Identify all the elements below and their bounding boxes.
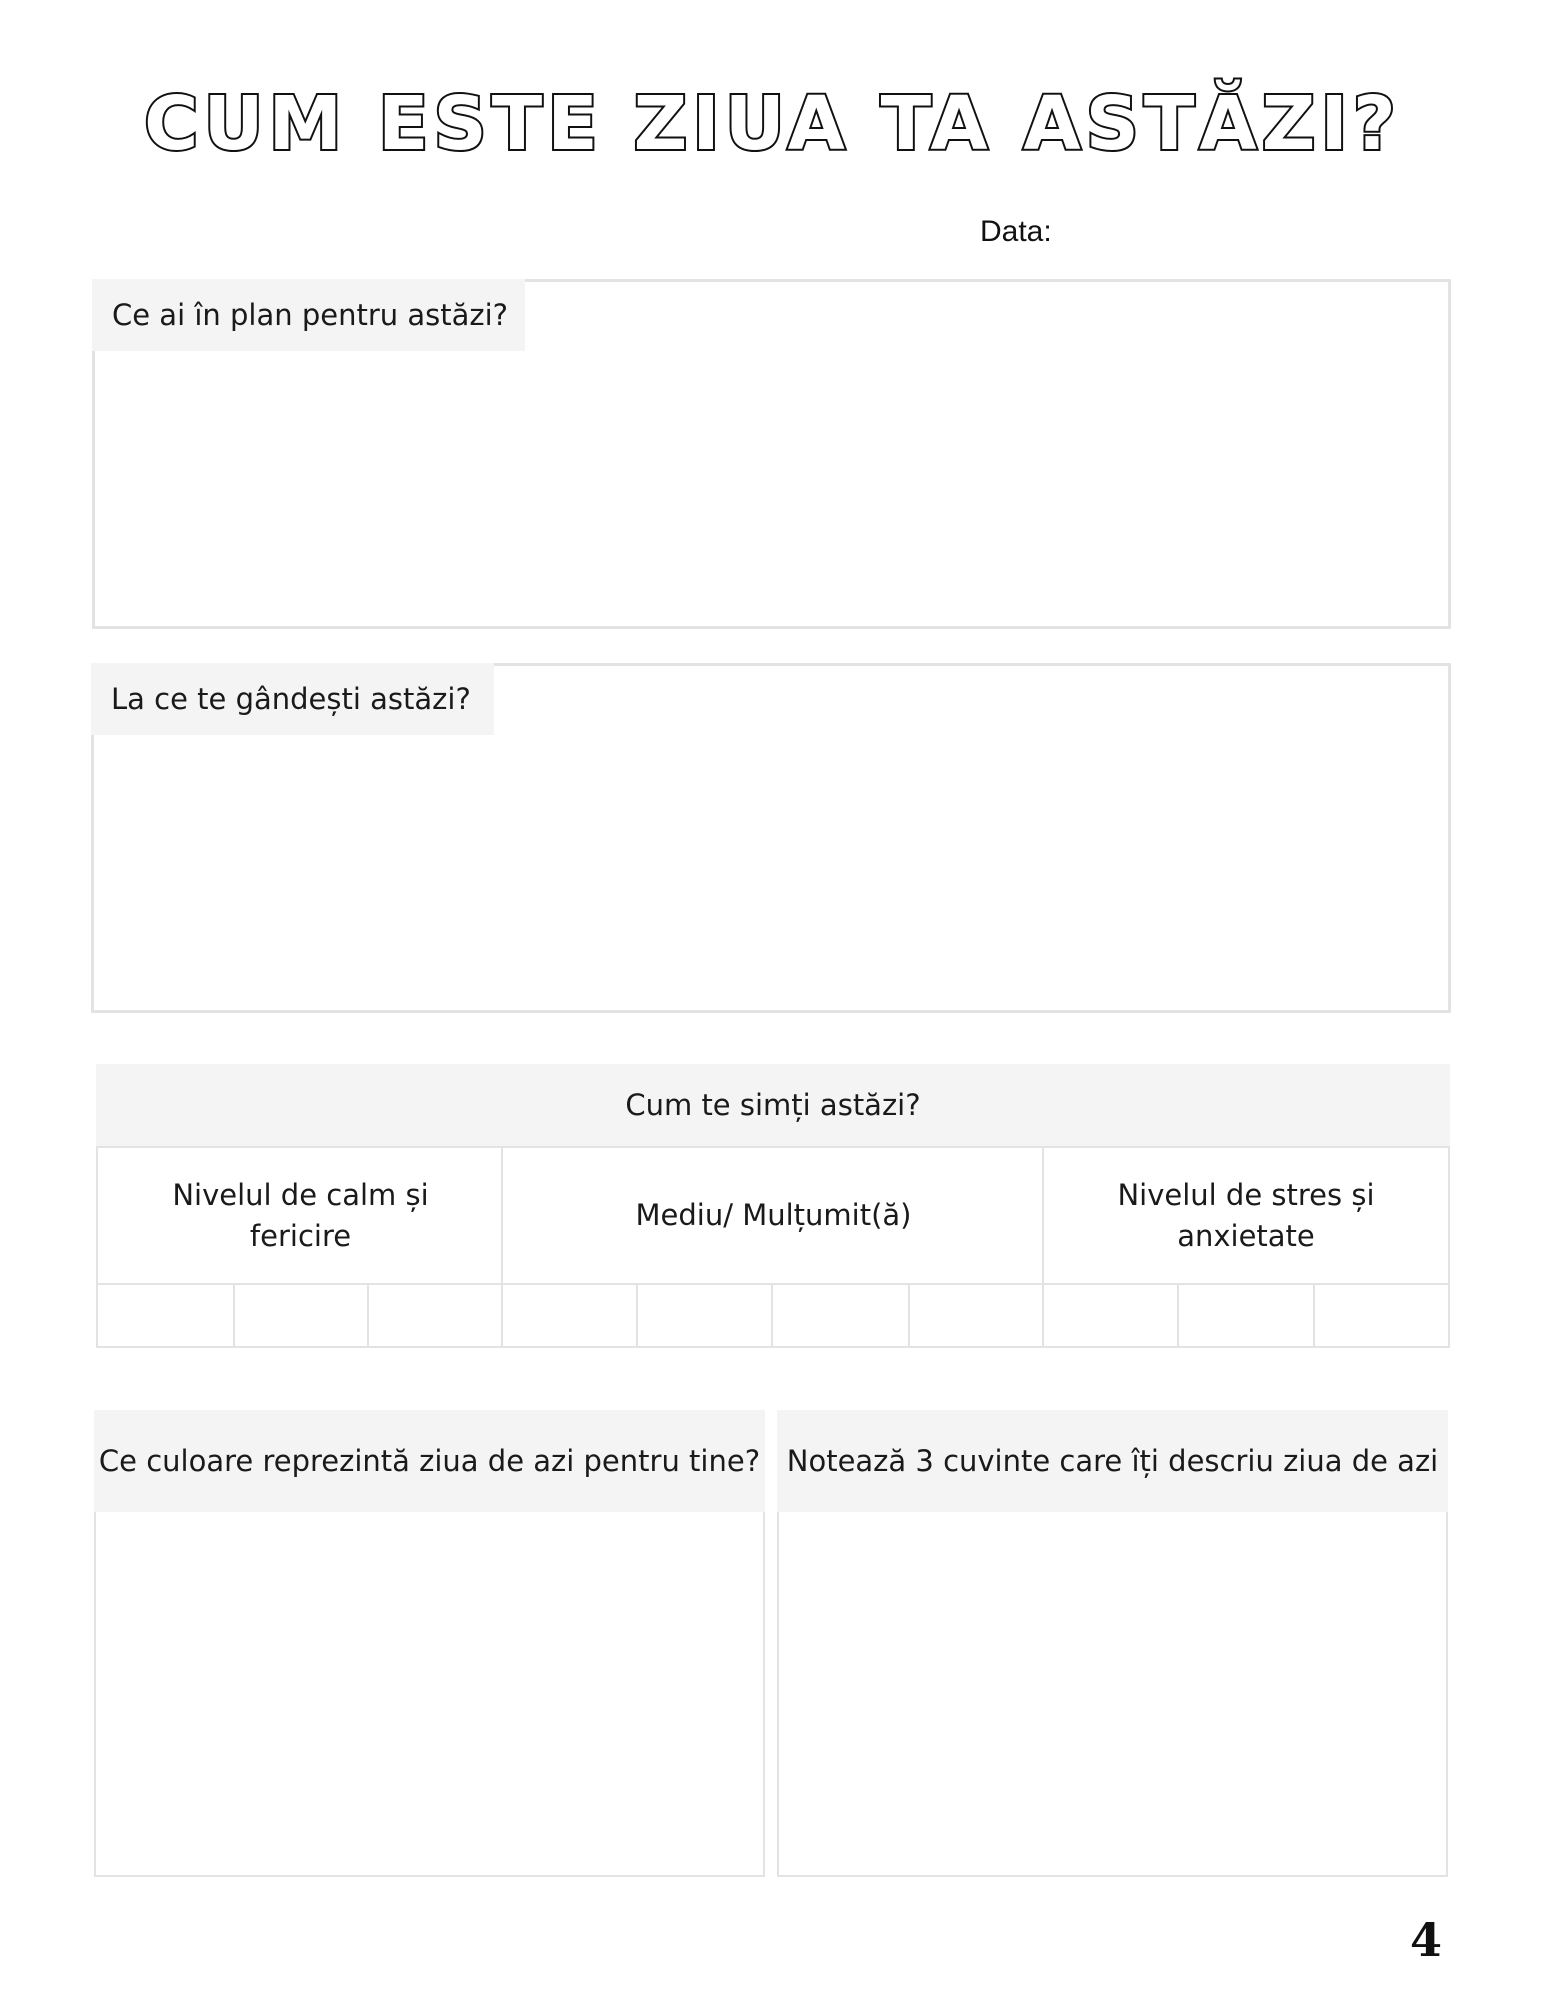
date-label: Data: [980,215,1052,248]
mood-cell-6[interactable] [773,1285,908,1346]
mood-cell-7[interactable] [910,1285,1042,1346]
page-number: 4 [1410,1913,1443,1967]
mood-column-medium: Mediu/ Mulțumit(ă) [635,1198,912,1232]
color-box-label: Ce culoare reprezintă ziua de azi pentru tine? [94,1410,765,1512]
thoughts-box-label: La ce te gândești astăzi? [91,663,494,735]
mood-cell-4[interactable] [503,1285,636,1346]
page-title: CUM ESTE ZIUA TA ASTĂZI? [144,81,1401,167]
mood-cell-5[interactable] [638,1285,771,1346]
mood-column-stress: Nivelul de stres și anxietate [1117,1177,1375,1253]
mood-cell-9[interactable] [1179,1285,1313,1346]
plan-box-label: Ce ai în plan pentru astăzi? [92,279,525,351]
mood-scale [96,1146,1450,1348]
words-box-label: Notează 3 cuvinte care îți descriu ziua de azi [777,1410,1448,1512]
mood-cell-8[interactable] [1044,1285,1177,1346]
mood-question: Cum te simți astăzi? [96,1064,1450,1146]
mood-cell-10[interactable] [1315,1285,1448,1346]
mood-column-calm: Nivelul de calm și fericire [172,1177,429,1253]
mood-cell-2[interactable] [235,1285,367,1346]
mood-cell-3[interactable] [369,1285,501,1346]
mood-cell-1[interactable] [98,1285,233,1346]
